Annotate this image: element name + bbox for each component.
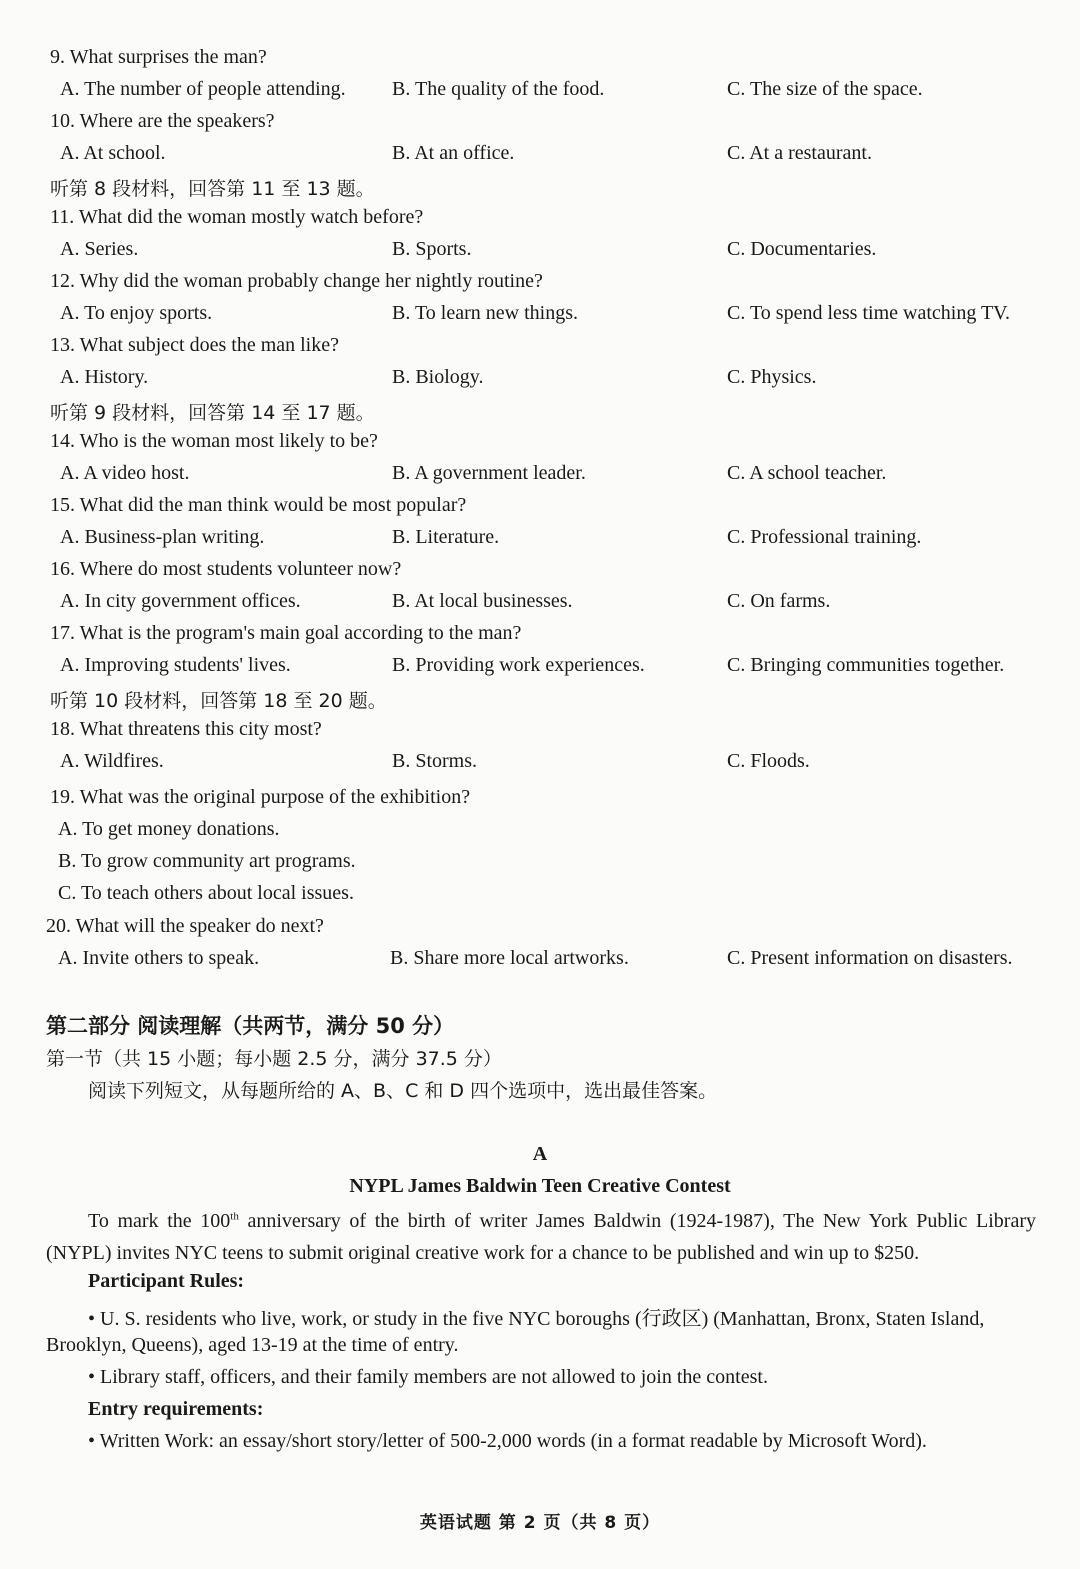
entry-requirement-1: • Written Work: an essay/short story/letter of 500-2,000 words (in a format readable by Microsoft Word). [88,1430,927,1452]
option-c: C. At a restaurant. [727,142,872,164]
question-text: 15. What did the man think would be most popular? [50,494,467,516]
option-b: B. A government leader. [392,462,586,484]
rule-1-line-2: Brooklyn, Queens), aged 13-19 at the time of entry. [46,1334,459,1356]
question-text: 14. Who is the woman most likely to be? [50,430,378,452]
option-a: A. To enjoy sports. [60,302,213,324]
section-instruction: 听第 8 段材料，回答第 11 至 13 题。 [50,178,375,200]
q20-option-a: A. Invite others to speak. [58,947,260,969]
q19-option-a: A. To get money donations. [58,818,280,840]
option-c: C. A school teacher. [727,462,887,484]
option-a: A. History. [60,366,149,388]
option-c: C. Physics. [727,366,817,388]
option-a: A. Business-plan writing. [60,526,265,548]
q20-option-b: B. Share more local artworks. [390,947,629,969]
rule-2: • Library staff, officers, and their family members are not allowed to join the contest. [88,1366,768,1388]
entry-requirements-heading: Entry requirements: [88,1398,264,1420]
question-text: 16. Where do most students volunteer now? [50,558,402,580]
option-b: B. At local businesses. [392,590,573,612]
option-c: C. To spend less time watching TV. [727,302,1011,324]
option-b: B. Sports. [392,238,472,260]
q19-option-b: B. To grow community art programs. [58,850,356,872]
question-text: 12. Why did the woman probably change her nightly routine? [50,270,543,292]
option-b: B. Biology. [392,366,484,388]
option-c: C. Professional training. [727,526,922,548]
passage-intro: To mark the 100th anniversary of the birth of writer James Baldwin (1924-1987), The New York Public Library (NYPL) invites NYC teens to submit original creative work for a chance to be published and win up to $250. [46,1210,1036,1264]
question-20: 20. What will the speaker do next? [46,915,324,937]
part-two-title: 第二部分 阅读理解（共两节，满分 50 分） [46,1014,455,1038]
question-19: 19. What was the original purpose of the exhibition? [50,786,471,808]
option-c: C. On farms. [727,590,831,612]
question-text: 18. What threatens this city most? [50,718,322,740]
question-text: 9. What surprises the man? [50,46,267,68]
option-b: B. To learn new things. [392,302,578,324]
section-one-title: 第一节（共 15 小题；每小题 2.5 分，满分 37.5 分） [46,1048,502,1070]
option-a: A. A video host. [60,462,190,484]
option-c: C. Floods. [727,750,810,772]
option-b: B. The quality of the food. [392,78,605,100]
option-b: B. At an office. [392,142,515,164]
option-c: C. The size of the space. [727,78,923,100]
page-footer: 英语试题 第 2 页（共 8 页） [419,1513,661,1533]
option-a: A. The number of people attending. [60,78,346,100]
section-instruction: 听第 10 段材料，回答第 18 至 20 题。 [50,690,387,712]
option-a: A. Series. [60,238,139,260]
option-a: A. Wildfires. [60,750,164,772]
reading-instruction: 阅读下列短文，从每题所给的 A、B、C 和 D 四个选项中，选出最佳答案。 [88,1080,718,1102]
option-b: B. Providing work experiences. [392,654,645,676]
question-text: 17. What is the program's main goal according to the man? [50,622,522,644]
option-a: A. At school. [60,142,166,164]
passage-letter: A [532,1143,548,1165]
question-text: 10. Where are the speakers? [50,110,275,132]
option-a: A. In city government offices. [60,590,301,612]
q20-option-c: C. Present information on disasters. [727,947,1013,969]
participant-rules-heading: Participant Rules: [88,1270,245,1292]
option-b: B. Literature. [392,526,500,548]
section-instruction: 听第 9 段材料，回答第 14 至 17 题。 [50,402,375,424]
question-text: 13. What subject does the man like? [50,334,339,356]
option-a: A. Improving students' lives. [60,654,291,676]
rule-1-line-1: • U. S. residents who live, work, or study in the five NYC boroughs (行政区) (Manhattan, Bronx, Staten Island, [88,1308,985,1330]
option-c: C. Documentaries. [727,238,877,260]
q19-option-c: C. To teach others about local issues. [58,882,354,904]
option-b: B. Storms. [392,750,478,772]
question-text: 11. What did the woman mostly watch before? [50,206,424,228]
passage-title: NYPL James Baldwin Teen Creative Contest [349,1175,731,1197]
option-c: C. Bringing communities together. [727,654,1005,676]
